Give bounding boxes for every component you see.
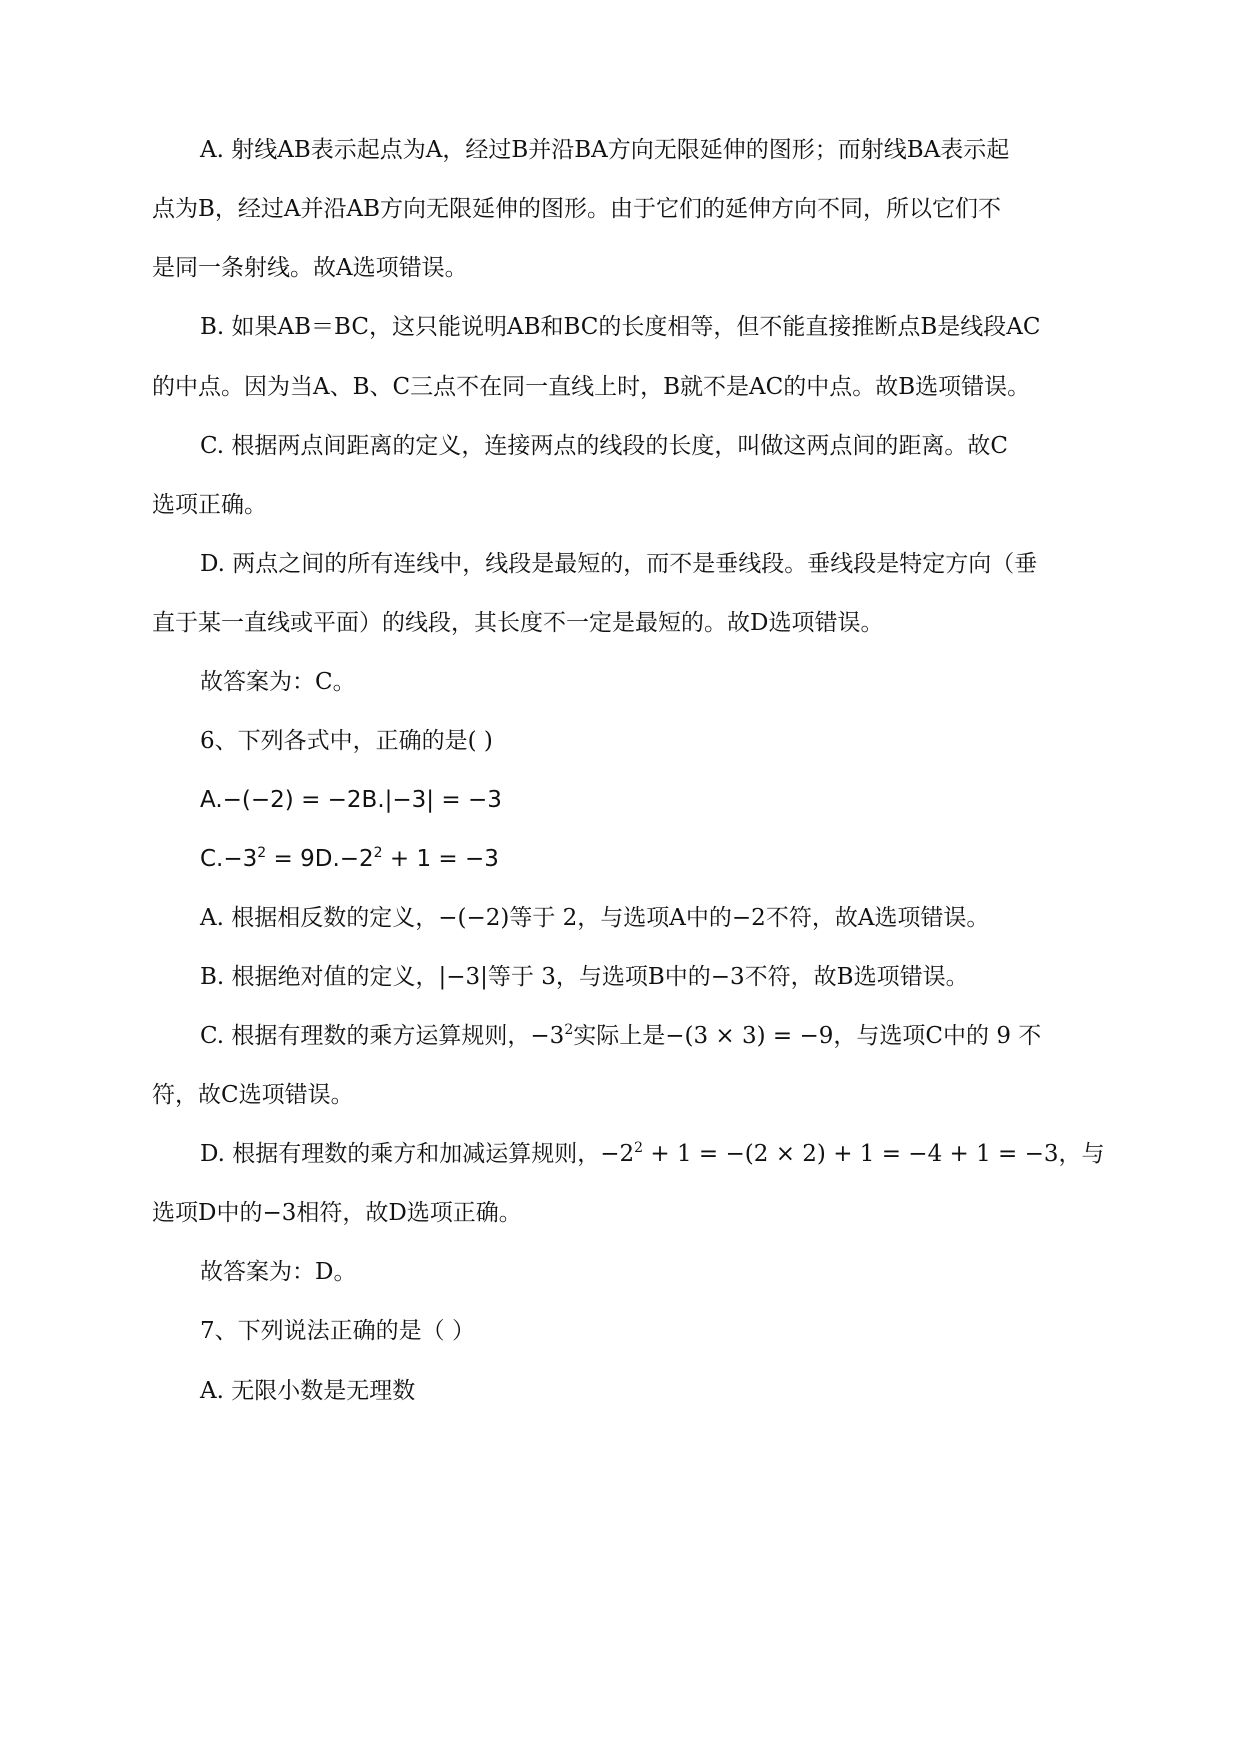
option-line xyxy=(200,844,499,874)
paragraph-line: 点为B，经过A并沿AB方向无限延伸的图形。由于它们的延伸方向不同，所以它们不 xyxy=(152,196,1002,222)
option-line: A.−(−2) = −2B.|−3| = −3 xyxy=(200,787,502,813)
paragraph-line: B. 根据绝对值的定义，|−3|等于 3，与选项B中的−3不符，故B选项错误。 xyxy=(200,964,969,990)
exponent: 2 xyxy=(373,845,383,861)
math-text: D. 根据有理数的乘方和加减运算规则，−2 xyxy=(200,1141,635,1167)
math-text: 实际上是−(3 × 3) = −9，与选项C中的 9 不 xyxy=(573,1023,1042,1049)
math-text: = 9D.−2 xyxy=(266,846,374,872)
answer-line: 故答案为：D。 xyxy=(200,1259,357,1285)
paragraph-line: 选项D中的−3相符，故D选项正确。 xyxy=(152,1200,522,1226)
math-text: + 1 = −3 xyxy=(382,846,499,872)
math-text: C. 根据有理数的乘方运算规则，−3 xyxy=(200,1023,565,1049)
paragraph-line: A. 根据相反数的定义，−(−2)等于 2，与选项A中的−2不符，故A选项错误。 xyxy=(200,905,990,931)
exponent: 2 xyxy=(257,845,267,861)
paragraph-line: 符，故C选项错误。 xyxy=(152,1082,354,1108)
paragraph-line xyxy=(200,1021,1041,1051)
paragraph-line: 的中点。因为当A、B、C三点不在同一直线上时，B就不是AC的中点。故B选项错误。 xyxy=(152,374,1031,400)
paragraph-line: B. 如果AB＝BC，这只能说明AB和BC的长度相等，但不能直接推断点B是线段AC xyxy=(200,314,1041,340)
paragraph-line: 选项正确。 xyxy=(152,492,267,518)
option-line: A. 无限小数是无理数 xyxy=(200,1378,416,1404)
paragraph-line: 是同一条射线。故A选项错误。 xyxy=(152,255,468,281)
question-title: 6、下列各式中，正确的是( ) xyxy=(200,728,493,754)
exponent: 2 xyxy=(564,1022,574,1038)
question-title: 7、下列说法正确的是（ ） xyxy=(200,1318,475,1344)
paragraph-line: 直于某一直线或平面）的线段，其长度不一定是最短的。故D选项错误。 xyxy=(152,610,884,636)
paragraph-line: D. 两点之间的所有连线中，线段是最短的，而不是垂线段。垂线段是特定方向（垂 xyxy=(200,551,1038,577)
math-text: C.−3 xyxy=(200,846,258,872)
paragraph-line: A. 射线AB表示起点为A，经过B并沿BA方向无限延伸的图形；而射线BA表示起 xyxy=(200,137,1010,163)
answer-line: 故答案为：C。 xyxy=(200,669,356,695)
math-text: + 1 = −(2 × 2) + 1 = −4 + 1 = −3，与 xyxy=(643,1141,1105,1167)
paragraph-line: C. 根据两点间距离的定义，连接两点的线段的长度，叫做这两点间的距离。故C xyxy=(200,433,1008,459)
paragraph-line xyxy=(200,1139,1105,1169)
exponent: 2 xyxy=(634,1140,644,1156)
